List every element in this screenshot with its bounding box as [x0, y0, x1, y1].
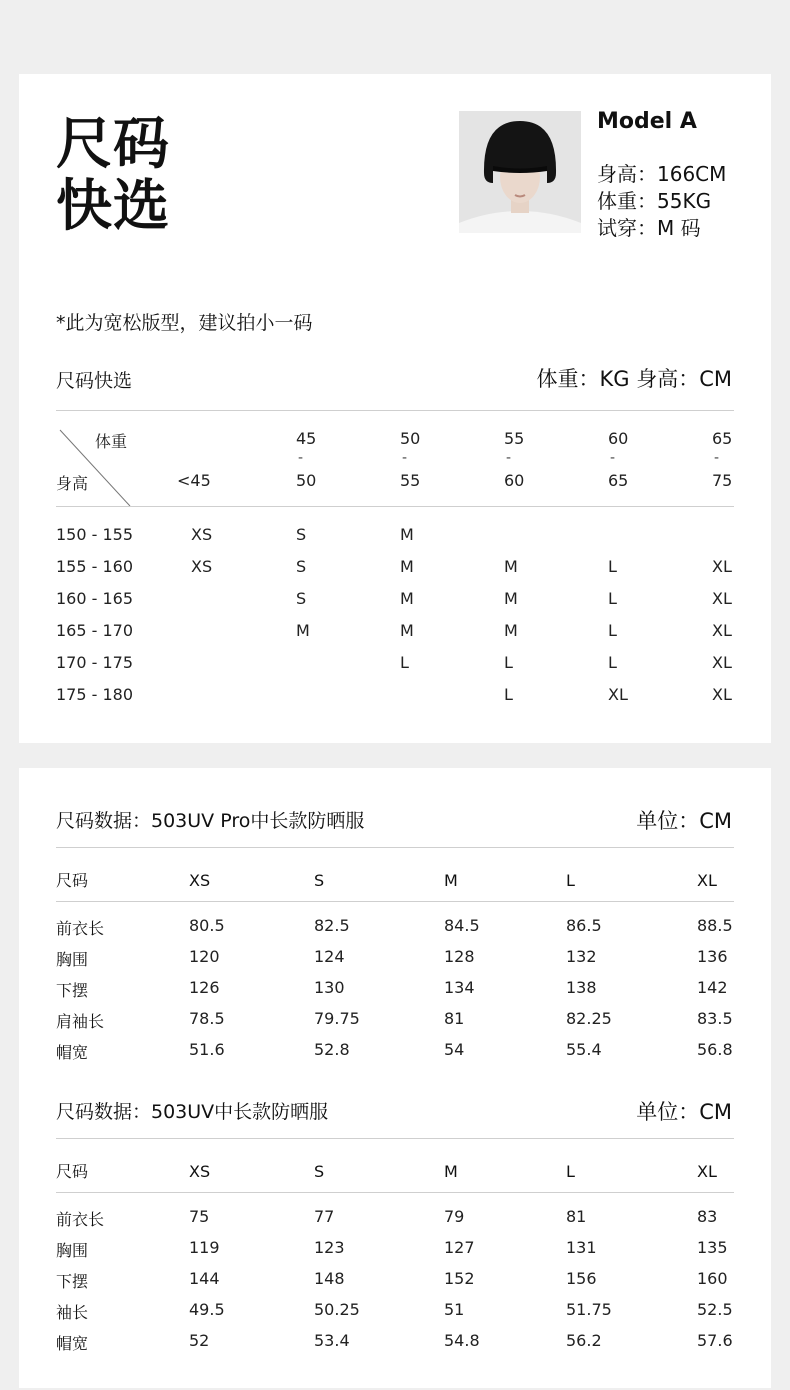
size-cell: XL: [712, 653, 732, 672]
table-header-size: XS: [189, 871, 211, 890]
measurement-label: 前衣长: [56, 1210, 105, 1229]
size-cell: M: [296, 621, 310, 640]
size-cell: XL: [712, 621, 732, 640]
table-title: 尺码数据：503UV Pro中长款防晒服: [56, 810, 365, 832]
table-header-size: M: [444, 1162, 458, 1181]
measurement-value: 144: [189, 1269, 220, 1288]
table-header-size: XL: [697, 871, 717, 890]
measurement-value: 138: [566, 978, 597, 997]
size-cell: S: [296, 525, 307, 544]
size-cell: M: [504, 557, 518, 576]
measurement-value: 53.4: [314, 1331, 350, 1350]
size-cell: S: [296, 589, 307, 608]
table-header-size: L: [566, 871, 575, 890]
measurement-value: 135: [697, 1238, 728, 1257]
measurement-value: 52.5: [697, 1300, 733, 1319]
model-name: Model A: [597, 109, 697, 134]
divider: [56, 410, 734, 411]
measurement-value: 78.5: [189, 1009, 225, 1028]
measurement-value: 54.8: [444, 1331, 480, 1350]
weight-col-dash: -: [298, 450, 304, 466]
table-header-label: 尺码: [56, 871, 89, 890]
weight-col-header: 55: [504, 429, 525, 448]
weight-col-header: 50: [400, 429, 421, 448]
measurement-value: 81: [566, 1207, 587, 1226]
weight-col-header: <45: [177, 471, 211, 490]
measurement-value: 120: [189, 947, 220, 966]
measurement-value: 55.4: [566, 1040, 602, 1059]
size-cell: XS: [191, 557, 213, 576]
measurement-value: 49.5: [189, 1300, 225, 1319]
measurement-value: 132: [566, 947, 597, 966]
measurement-value: 56.2: [566, 1331, 602, 1350]
weight-col-header: 65: [608, 471, 629, 490]
table-title: 尺码数据：503UV中长款防晒服: [56, 1101, 329, 1123]
measurement-value: 160: [697, 1269, 728, 1288]
measurement-value: 152: [444, 1269, 475, 1288]
measurement-value: 88.5: [697, 916, 733, 935]
size-cell: M: [504, 589, 518, 608]
size-cell: XS: [191, 525, 213, 544]
divider: [56, 1138, 734, 1139]
measurement-label: 袖长: [56, 1303, 89, 1322]
measurement-label: 肩袖长: [56, 1012, 105, 1031]
measurement-value: 82.5: [314, 916, 350, 935]
weight-col-header: 50: [296, 471, 317, 490]
table-header-size: XL: [697, 1162, 717, 1181]
divider: [56, 1192, 734, 1193]
size-cell: M: [504, 621, 518, 640]
corner-weight-label: 体重: [95, 432, 128, 451]
measurement-value: 51.75: [566, 1300, 612, 1319]
row-height-range: 175 - 180: [56, 685, 134, 704]
measurement-value: 77: [314, 1207, 335, 1226]
row-height-range: 170 - 175: [56, 653, 134, 672]
measurement-label: 下摆: [56, 1272, 89, 1291]
weight-col-header: 60: [608, 429, 629, 448]
measurement-value: 136: [697, 947, 728, 966]
measurement-value: 82.25: [566, 1009, 612, 1028]
measurement-label: 下摆: [56, 981, 89, 1000]
measurement-value: 81: [444, 1009, 465, 1028]
section-title: 尺码快选: [56, 370, 133, 392]
measurement-value: 57.6: [697, 1331, 733, 1350]
model-weight: 体重：55KG: [597, 189, 712, 213]
size-cell: L: [608, 589, 617, 608]
weight-col-header: 65: [712, 429, 733, 448]
table-header-size: S: [314, 871, 325, 890]
measurement-value: 142: [697, 978, 728, 997]
weight-col-dash: -: [506, 450, 512, 466]
unit-label: 体重：KG 身高：CM: [536, 367, 732, 391]
page-title: [56, 114, 170, 238]
size-cell: XL: [608, 685, 628, 704]
measurement-value: 52: [189, 1331, 210, 1350]
size-cell: M: [400, 589, 414, 608]
size-cell: M: [400, 557, 414, 576]
size-cell: XL: [712, 589, 732, 608]
quick-select-card: [19, 74, 771, 743]
divider: [56, 506, 734, 507]
measurement-value: 127: [444, 1238, 475, 1257]
title-line-1: 尺码: [56, 112, 170, 177]
measurement-value: 52.8: [314, 1040, 350, 1059]
measurement-label: 帽宽: [56, 1043, 89, 1062]
row-height-range: 155 - 160: [56, 557, 134, 576]
measurement-value: 131: [566, 1238, 597, 1257]
measurement-label: 胸围: [56, 1241, 89, 1260]
table-header-size: L: [566, 1162, 575, 1181]
measurement-value: 123: [314, 1238, 345, 1257]
corner-height-label: 身高: [56, 474, 89, 493]
size-cell: XL: [712, 557, 732, 576]
table-unit: 单位：CM: [636, 1100, 732, 1124]
table-unit: 单位：CM: [636, 809, 732, 833]
measurement-label: 帽宽: [56, 1334, 89, 1353]
title-line-2: 快选: [56, 174, 170, 239]
model-height: 身高：166CM: [597, 162, 727, 186]
weight-col-header: 75: [712, 471, 733, 490]
row-height-range: 150 - 155: [56, 525, 134, 544]
size-cell: S: [296, 557, 307, 576]
weight-col-dash: -: [402, 450, 408, 466]
measurement-value: 130: [314, 978, 345, 997]
size-cell: L: [504, 685, 513, 704]
weight-col-dash: -: [714, 450, 720, 466]
measurement-value: 75: [189, 1207, 210, 1226]
measurement-value: 54: [444, 1040, 465, 1059]
divider: [56, 847, 734, 848]
measurement-value: 86.5: [566, 916, 602, 935]
measurement-value: 128: [444, 947, 475, 966]
weight-col-header: 60: [504, 471, 525, 490]
size-cell: M: [400, 525, 414, 544]
measurement-value: 134: [444, 978, 475, 997]
measurement-value: 148: [314, 1269, 345, 1288]
measurement-value: 51: [444, 1300, 465, 1319]
size-data-card: [19, 768, 771, 1388]
row-height-range: 165 - 170: [56, 621, 134, 640]
size-cell: M: [400, 621, 414, 640]
measurement-value: 79: [444, 1207, 465, 1226]
measurement-value: 84.5: [444, 916, 480, 935]
measurement-value: 83: [697, 1207, 718, 1226]
weight-col-header: 55: [400, 471, 421, 490]
measurement-value: 126: [189, 978, 220, 997]
weight-col-header: 45: [296, 429, 317, 448]
measurement-value: 80.5: [189, 916, 225, 935]
size-cell: XL: [712, 685, 732, 704]
table-header-size: M: [444, 871, 458, 890]
measurement-value: 50.25: [314, 1300, 360, 1319]
fit-note: *此为宽松版型，建议拍小一码: [56, 312, 313, 334]
size-cell: L: [608, 557, 617, 576]
model-tried-size: 试穿：M 码: [597, 216, 701, 240]
measurement-value: 56.8: [697, 1040, 733, 1059]
model-portrait-image: [459, 111, 581, 233]
measurement-label: 胸围: [56, 950, 89, 969]
measurement-value: 79.75: [314, 1009, 360, 1028]
measurement-value: 83.5: [697, 1009, 733, 1028]
measurement-value: 124: [314, 947, 345, 966]
size-cell: L: [608, 621, 617, 640]
table-header-label: 尺码: [56, 1162, 89, 1181]
table-header-size: XS: [189, 1162, 211, 1181]
table-header-size: S: [314, 1162, 325, 1181]
measurement-value: 51.6: [189, 1040, 225, 1059]
size-cell: L: [400, 653, 409, 672]
measurement-label: 前衣长: [56, 919, 105, 938]
size-cell: L: [608, 653, 617, 672]
divider: [56, 901, 734, 902]
model-photo: [459, 111, 581, 233]
measurement-value: 119: [189, 1238, 220, 1257]
measurement-value: 156: [566, 1269, 597, 1288]
size-cell: L: [504, 653, 513, 672]
row-height-range: 160 - 165: [56, 589, 134, 608]
weight-col-dash: -: [610, 450, 616, 466]
